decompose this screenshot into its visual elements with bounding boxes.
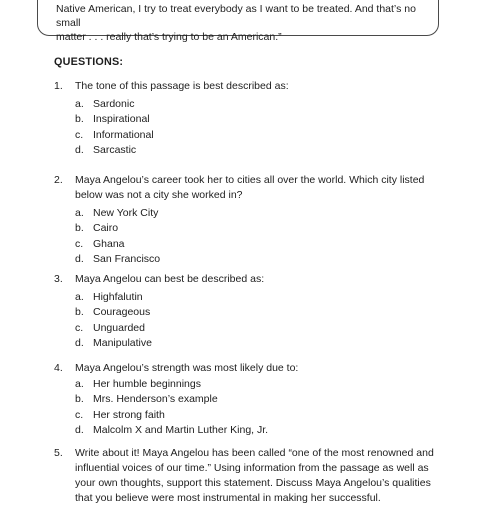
- choice-text: Mrs. Henderson’s example: [93, 393, 218, 406]
- choice-text: New York City: [93, 207, 159, 219]
- choice-letter: a.: [75, 207, 84, 219]
- question-number: 2.: [54, 174, 63, 186]
- choice-letter: a.: [75, 291, 84, 303]
- question-line: influential voices of our time.” Using information from the passage as well as: [75, 462, 429, 474]
- choice-text: Sarcastic: [93, 143, 137, 156]
- choice-text: Informational: [93, 128, 154, 141]
- question-line: The tone of this passage is best described as:: [75, 80, 289, 92]
- choice-letter: b.: [75, 222, 84, 235]
- choice-letter: d.: [75, 423, 84, 436]
- choice-text: Sardonic: [93, 98, 135, 110]
- choice-letter: b.: [75, 393, 84, 406]
- question-number: 5.: [54, 447, 63, 459]
- choice-letter: c.: [75, 237, 84, 250]
- questions-heading: QUESTIONS:: [54, 56, 124, 68]
- question-line: Maya Angelou’s strength was most likely due to:: [75, 362, 299, 374]
- choice-letter: d.: [75, 336, 84, 349]
- choice-text: Courageous: [93, 306, 151, 319]
- choice-text: Highfalutin: [93, 291, 143, 303]
- choice-letter: c.: [75, 408, 84, 421]
- choice-letter: d.: [75, 252, 84, 265]
- choice-letter: a.: [75, 378, 84, 390]
- choice-text: Her strong faith: [93, 408, 165, 421]
- choice-letter: d.: [75, 143, 84, 156]
- choice-letter: c.: [75, 128, 84, 141]
- passage-line: matter . . . really that’s trying to be an American.”: [56, 31, 282, 43]
- question-text: [75, 79, 445, 94]
- passage-text: [56, 2, 436, 44]
- question-line: Write about it! Maya Angelou has been called “one of the most renowned and: [75, 447, 434, 459]
- question-text: [75, 361, 445, 376]
- choice-text: Cairo: [93, 222, 119, 235]
- choice-letter: b.: [75, 113, 84, 126]
- question-line: your own thoughts, support this statement. Discuss Maya Angelou’s qualities: [75, 477, 431, 489]
- choice-letter: a.: [75, 98, 84, 110]
- passage-line: Native American, I try to treat everybody as I want to be treated. And that’s no small: [56, 3, 416, 29]
- question-line: below was not a city she worked in?: [75, 189, 243, 201]
- question-line: that you believe were most instrumental in making her successful.: [75, 492, 381, 504]
- question-line: Maya Angelou’s career took her to cities all over the world. Which city listed: [75, 174, 425, 186]
- choice-text: Ghana: [93, 237, 125, 250]
- choice-text: Her humble beginnings: [93, 378, 201, 390]
- choice-text: Inspirational: [93, 113, 150, 126]
- choice-text: San Francisco: [93, 252, 161, 265]
- question-number: 3.: [54, 273, 63, 285]
- question-number: 4.: [54, 362, 63, 374]
- question-text: [75, 446, 445, 506]
- choice-letter: b.: [75, 306, 84, 319]
- choice-text: Manipulative: [93, 336, 152, 349]
- choice-text: Malcolm X and Martin Luther King, Jr.: [93, 423, 269, 436]
- question-text: [75, 173, 445, 203]
- choice-letter: c.: [75, 321, 84, 334]
- question-line: Maya Angelou can best be described as:: [75, 273, 265, 285]
- question-text: [75, 272, 445, 287]
- choice-text: Unguarded: [93, 321, 145, 334]
- question-number: 1.: [54, 80, 63, 92]
